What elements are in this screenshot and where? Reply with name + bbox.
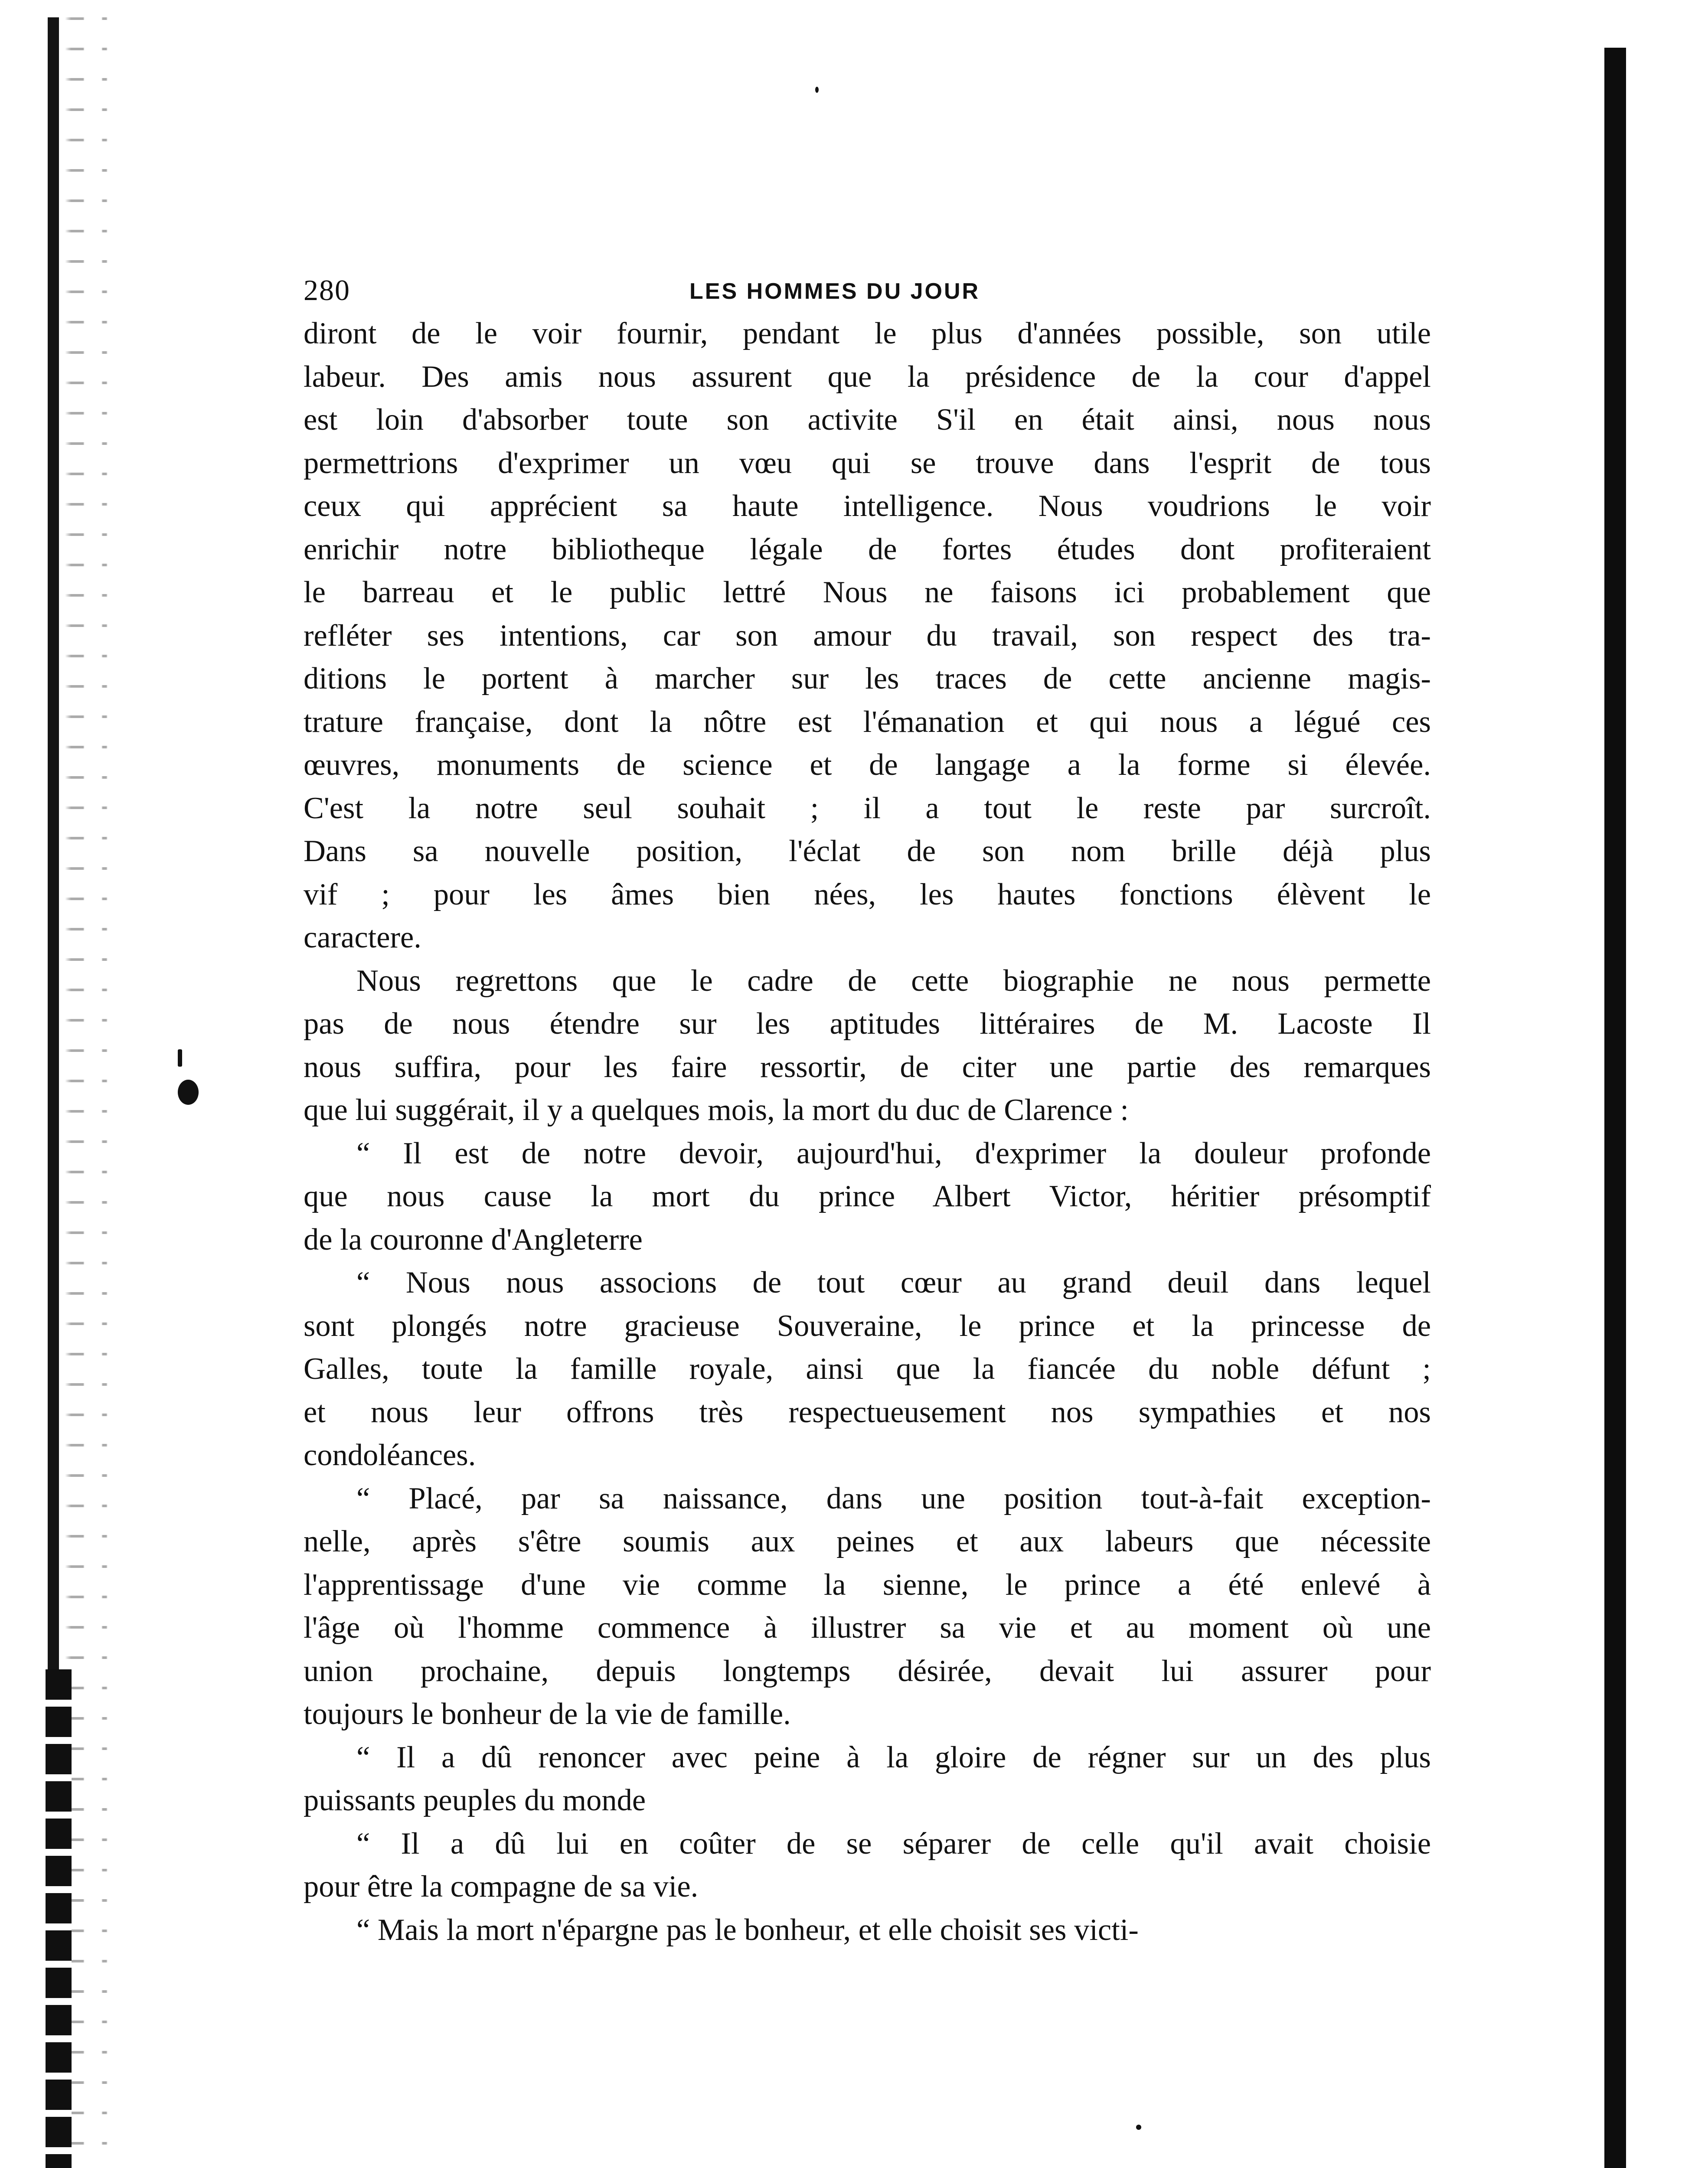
text-line: “ Nous nous associons de tout cœur au grand deuil dans lequel	[356, 1266, 1431, 1299]
running-head	[304, 260, 1431, 312]
paragraph	[304, 1132, 1431, 1262]
text-line: vif ; pour les âmes bien nées, les hautes fonctions élèvent le	[304, 877, 1431, 911]
page-content	[304, 260, 1431, 1952]
scan-edge-left-lower	[46, 1669, 72, 2168]
text-line: est loin d'absorber toute son activite S'il en était ainsi, nous nous	[304, 403, 1431, 437]
text-line: de la couronne d'Angleterre	[304, 1222, 643, 1257]
text-line: puissants peuples du monde	[304, 1783, 646, 1817]
text-line: Dans sa nouvelle position, l'éclat de son nom brille déjà plus	[304, 834, 1431, 868]
paragraph	[304, 1909, 1431, 1952]
text-line: “ Il a dû renoncer avec peine à la gloire de régner sur un des plus	[356, 1740, 1431, 1774]
text-line: diront de le voir fournir, pendant le plus d'années possible, son utile	[304, 317, 1431, 350]
body-text	[304, 312, 1431, 1952]
text-line: nous suffira, pour les faire ressortir, de citer une partie des remarques	[304, 1050, 1431, 1084]
text-line: ceux qui apprécient sa haute intelligence. Nous voudrions le voir	[304, 489, 1431, 523]
ink-speck	[1136, 2125, 1141, 2130]
text-line: refléter ses intentions, car son amour du travail, son respect des tra-	[304, 618, 1431, 653]
paragraph	[304, 312, 1431, 960]
scan-edge-right	[1604, 48, 1626, 2168]
ink-speck	[815, 87, 819, 93]
text-line: et nous leur offrons très respectueusement nos sympathies et nos	[304, 1395, 1431, 1429]
text-line: toujours le bonheur de la vie de famille.	[304, 1697, 791, 1731]
text-line: union prochaine, depuis longtemps désirée, devait lui assurer pour	[304, 1654, 1431, 1688]
text-line: C'est la notre seul souhait ; il a tout le reste par surcroît.	[304, 791, 1431, 825]
ink-speck	[178, 1080, 199, 1105]
text-line: l'apprentissage d'une vie comme la sienne, le prince a été enlevé à	[304, 1567, 1431, 1602]
text-line: pas de nous étendre sur les aptitudes littéraires de M. Lacoste Il	[304, 1007, 1431, 1041]
text-line: condoléances.	[304, 1438, 476, 1472]
text-line: Nous regrettons que le cadre de cette biographie ne nous permette	[356, 963, 1431, 998]
running-title: LES HOMMES DU JOUR	[689, 279, 980, 304]
ink-speck	[178, 1049, 182, 1067]
text-line: pour être la compagne de sa vie.	[304, 1870, 699, 1904]
paragraph	[304, 960, 1431, 1132]
paragraph	[304, 1822, 1431, 1909]
paragraph	[304, 1736, 1431, 1822]
text-line: permettrions d'exprimer un vœu qui se trouve dans l'esprit de tous	[304, 446, 1431, 480]
text-line: “ Il a dû lui en coûter de se séparer de celle qu'il avait choisie	[356, 1826, 1431, 1861]
text-line: le barreau et le public lettré Nous ne faisons ici probablement que	[304, 575, 1431, 609]
text-line: que lui suggérait, il y a quelques mois, la mort du duc de Clarence :	[304, 1093, 1129, 1127]
paragraph	[304, 1261, 1431, 1477]
text-line: labeur. Des amis nous assurent que la présidence de la cour d'appel	[304, 359, 1431, 394]
text-line: trature française, dont la nôtre est l'émanation et qui nous a légué ces	[304, 705, 1431, 739]
text-line: “ Mais la mort n'épargne pas le bonheur, et elle choisit ses victi-	[356, 1913, 1139, 1947]
text-line: “ Il est de notre devoir, aujourd'hui, d'exprimer la douleur profonde	[356, 1136, 1431, 1170]
text-line: “ Placé, par sa naissance, dans une position tout-à-fait exception-	[356, 1481, 1431, 1515]
text-line: caractere.	[304, 921, 421, 954]
text-line: œuvres, monuments de science et de langage a la forme si élevée.	[304, 748, 1431, 782]
text-line: enrichir notre bibliotheque légale de fortes études dont profiteraient	[304, 532, 1431, 566]
paragraph	[304, 1477, 1431, 1736]
text-line: sont plongés notre gracieuse Souveraine, le prince et la princesse de	[304, 1309, 1431, 1343]
scan-edge-left-marks	[65, 17, 126, 2168]
text-line: ditions le portent à marcher sur les traces de cette ancienne magis-	[304, 662, 1431, 695]
page-number: 280	[304, 274, 350, 307]
text-line: l'âge où l'homme commence à illustrer sa vie et au moment où une	[304, 1611, 1431, 1645]
text-line: Galles, toute la famille royale, ainsi que la fiancée du noble défunt ;	[304, 1352, 1431, 1386]
text-line: nelle, après s'être soumis aux peines et aux labeurs que nécessite	[304, 1525, 1431, 1558]
text-line: que nous cause la mort du prince Albert Victor, héritier présomptif	[304, 1179, 1431, 1213]
